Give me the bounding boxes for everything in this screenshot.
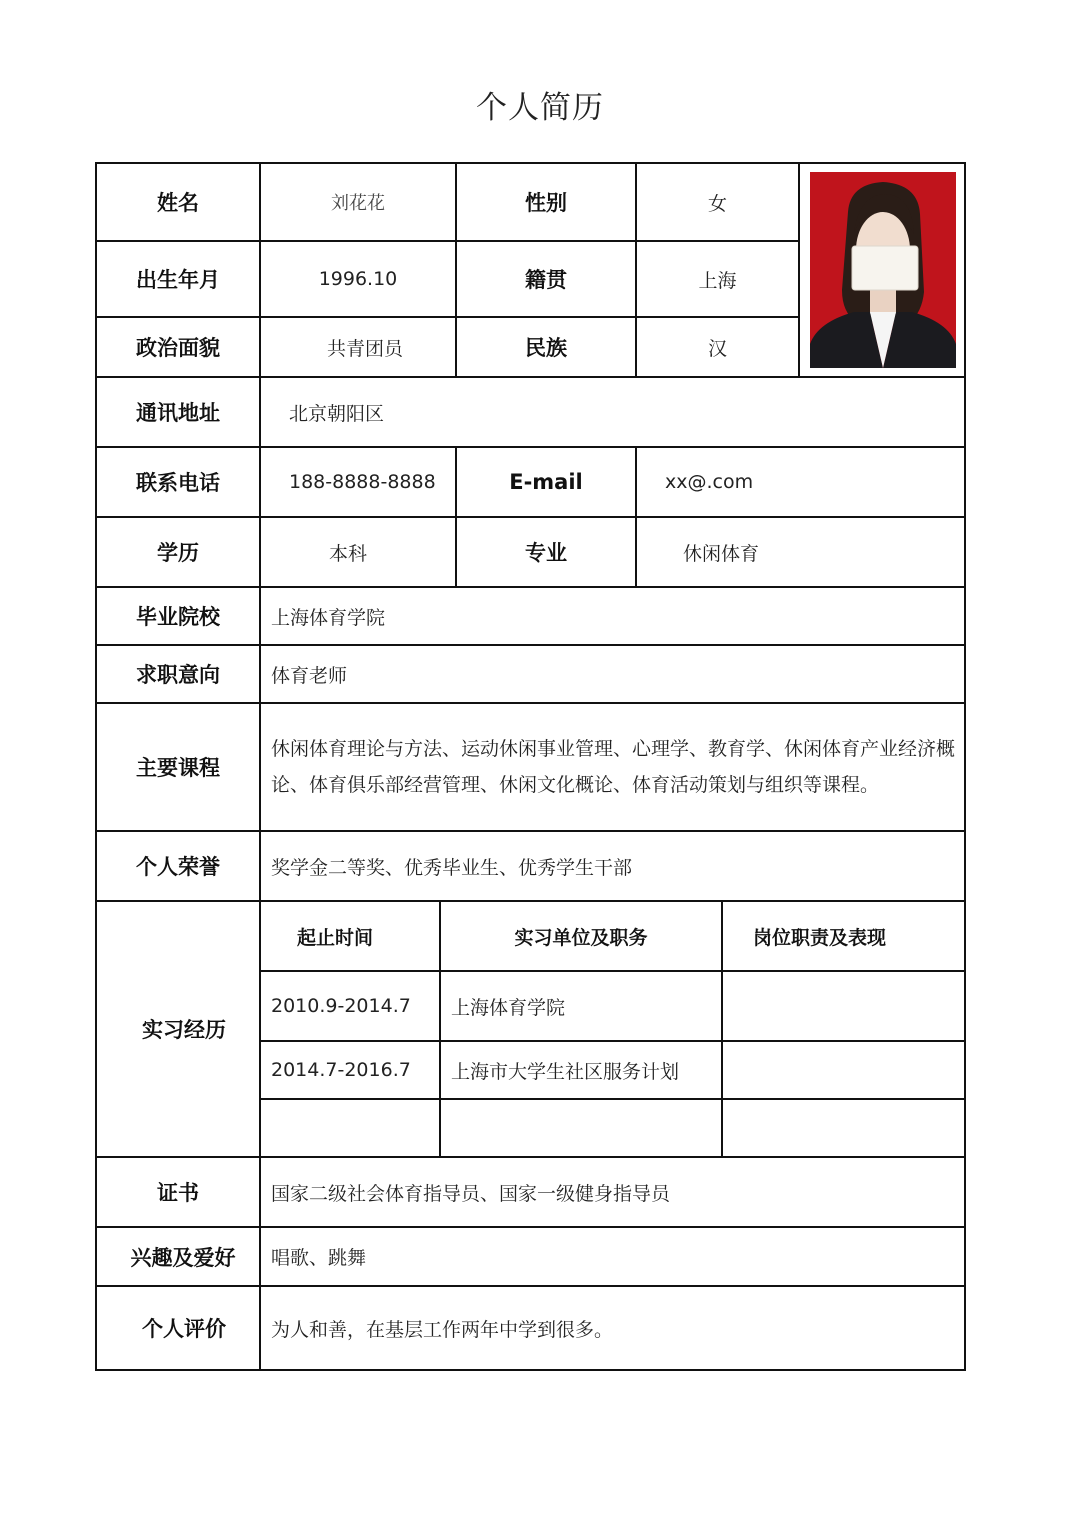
internship-row-1-unit: 上海体育学院 xyxy=(441,972,723,1042)
school-value: 上海体育学院 xyxy=(261,588,966,646)
certificates-label: 证书 xyxy=(97,1158,261,1228)
honors-label: 个人荣誉 xyxy=(97,832,261,902)
school-label: 毕业院校 xyxy=(97,588,261,646)
native-value: 上海 xyxy=(637,242,800,318)
courses-value: 休闲体育理论与方法、运动休闲事业管理、心理学、教育学、休闲体育产业经济概论、体育俱乐部经营管理、休闲文化概论、体育活动策划与组织等课程。 xyxy=(261,704,966,832)
internship-row-1-period: 2010.9-2014.7 xyxy=(261,972,441,1042)
hobbies-value: 唱歌、跳舞 xyxy=(261,1228,966,1287)
intent-value: 体育老师 xyxy=(261,646,966,704)
internship-header-period: 起止时间 xyxy=(261,902,441,972)
major-label: 专业 xyxy=(457,518,637,588)
courses-label: 主要课程 xyxy=(97,704,261,832)
address-label: 通讯地址 xyxy=(97,378,261,448)
birth-label: 出生年月 xyxy=(97,242,261,318)
internship-row-3-duty xyxy=(723,1100,966,1158)
internship-row-2-period: 2014.7-2016.7 xyxy=(261,1042,441,1100)
internship-row-3-period xyxy=(261,1100,441,1158)
gender-value: 女 xyxy=(637,164,800,242)
gender-label: 性别 xyxy=(457,164,637,242)
education-label: 学历 xyxy=(97,518,261,588)
education-value: 本科 xyxy=(261,518,457,588)
major-value: 休闲体育 xyxy=(637,518,966,588)
internship-label: 实习经历 xyxy=(97,902,261,1158)
resume-table xyxy=(95,162,966,1371)
email-label: E-mail xyxy=(457,448,637,518)
address-value: 北京朝阳区 xyxy=(261,378,966,448)
certificates-value: 国家二级社会体育指导员、国家一级健身指导员 xyxy=(261,1158,966,1228)
internship-header-duty: 岗位职责及表现 xyxy=(723,902,966,972)
political-value: 共青团员 xyxy=(261,318,457,378)
political-label: 政治面貌 xyxy=(97,318,261,378)
photo-cell xyxy=(800,164,966,378)
phone-label: 联系电话 xyxy=(97,448,261,518)
internship-row-1-duty xyxy=(723,972,966,1042)
name-value: 刘花花 xyxy=(261,164,457,242)
internship-header-unit: 实习单位及职务 xyxy=(441,902,723,972)
profile-photo xyxy=(810,172,956,368)
intent-label: 求职意向 xyxy=(97,646,261,704)
name-label: 姓名 xyxy=(97,164,261,242)
ethnic-label: 民族 xyxy=(457,318,637,378)
internship-row-2-unit: 上海市大学生社区服务计划 xyxy=(441,1042,723,1100)
phone-value: 188-8888-8888 xyxy=(261,448,457,518)
native-label: 籍贯 xyxy=(457,242,637,318)
hobbies-label: 兴趣及爱好 xyxy=(97,1228,261,1287)
internship-row-2-duty xyxy=(723,1042,966,1100)
evaluation-value: 为人和善，在基层工作两年中学到很多。 xyxy=(271,1318,614,1341)
birth-value: 1996.10 xyxy=(261,242,457,318)
email-value: xx@.com xyxy=(637,448,966,518)
page-title: 个人简历 xyxy=(476,90,604,126)
honors-value: 奖学金二等奖、优秀毕业生、优秀学生干部 xyxy=(261,832,966,902)
internship-row-3-unit xyxy=(441,1100,723,1158)
ethnic-value: 汉 xyxy=(637,318,800,378)
evaluation-label: 个人评价 xyxy=(97,1287,261,1369)
